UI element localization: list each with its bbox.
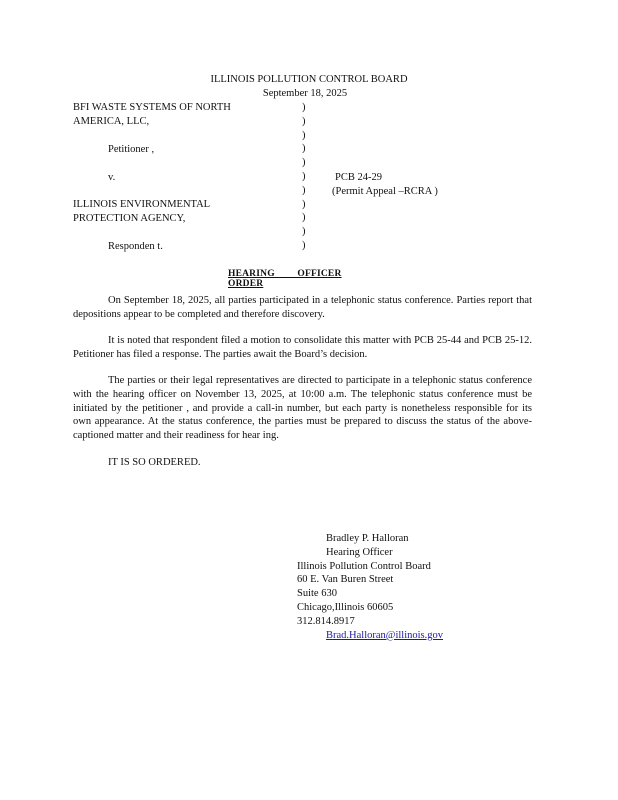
address-suite: Suite 630: [297, 588, 337, 600]
address-street: 60 E. Van Buren Street: [297, 574, 394, 586]
paragraph-text: It is noted that respondent filed a motion to consolidate this matter with PCB 25-44 and PCB 25-12. Petitioner has filed a response. The parties await the Board’s decision.: [73, 335, 532, 360]
order-paragraph-1: [73, 294, 532, 322]
respondent-name-line-1: ILLINOIS ENVIRONMENTAL: [73, 199, 211, 210]
order-paragraph-2: [73, 334, 532, 362]
order-paragraph-3: [73, 374, 532, 443]
signature-block: [297, 532, 443, 642]
order-title: HEARING OFFICER ORDER: [228, 269, 342, 289]
caption-paren: ): [302, 212, 306, 224]
petitioner-name-line-2: AMERICA, LLC,: [73, 116, 150, 127]
caption-paren: ): [302, 184, 306, 196]
caption-parentheses: [302, 101, 312, 253]
case-type: (Permit Appeal –RCRA ): [332, 186, 438, 197]
respondent-role: Responden t.: [108, 241, 163, 252]
caption-paren: ): [302, 157, 306, 169]
caption-paren: ): [302, 170, 306, 182]
signer-name: Bradley P. Halloran: [326, 533, 409, 544]
petitioner-role: Petitioner ,: [108, 144, 155, 155]
order-date: September 18, 2025: [262, 88, 348, 99]
paragraph-text: On September 18, 2025, all parties participated in a telephonic status conference. Parties report that depositions appear to be completed and therefore discovery.: [73, 295, 532, 320]
board-name: ILLINOIS POLLUTION CONTROL BOARD: [210, 74, 408, 85]
petitioner-name-line-1: BFI WASTE SYSTEMS OF NORTH: [73, 102, 231, 113]
case-number: PCB 24-29: [335, 172, 382, 183]
signer-organization: Illinois Pollution Control Board: [297, 560, 431, 572]
paragraph-text: IT IS SO ORDERED.: [108, 457, 201, 468]
caption-paren: ): [302, 115, 306, 127]
signer-title: Hearing Officer: [326, 546, 393, 558]
caption-paren: ): [302, 239, 306, 251]
caption-paren: ): [302, 143, 306, 155]
caption-paren: ): [302, 226, 306, 238]
caption-paren: ): [302, 198, 306, 210]
address-city: Chicago,Illinois 60605: [297, 601, 394, 613]
order-paragraph-4: [73, 456, 532, 470]
caption-paren: ): [302, 102, 306, 113]
respondent-name-line-2: PROTECTION AGENCY,: [73, 213, 186, 224]
paragraph-text: The parties or their legal representatives are directed to participate in a telephonic status conference with the hearing officer on November 13, 2025, at 10:00 a.m. The telephonic status conference must be initiated by the petitioner , and provide a call-in number, but each party is nonetheless responsible for its own appearance. At the status conference, the parties must be prepared to discuss the status of the above- captioned matter and their readiness for hear ing.: [73, 375, 532, 442]
email-link[interactable]: Brad.Halloran@illinois.gov: [326, 629, 443, 641]
caption-paren: ): [302, 129, 306, 141]
phone-number: 312.814.8917: [297, 615, 355, 627]
versus-label: v.: [108, 172, 116, 183]
